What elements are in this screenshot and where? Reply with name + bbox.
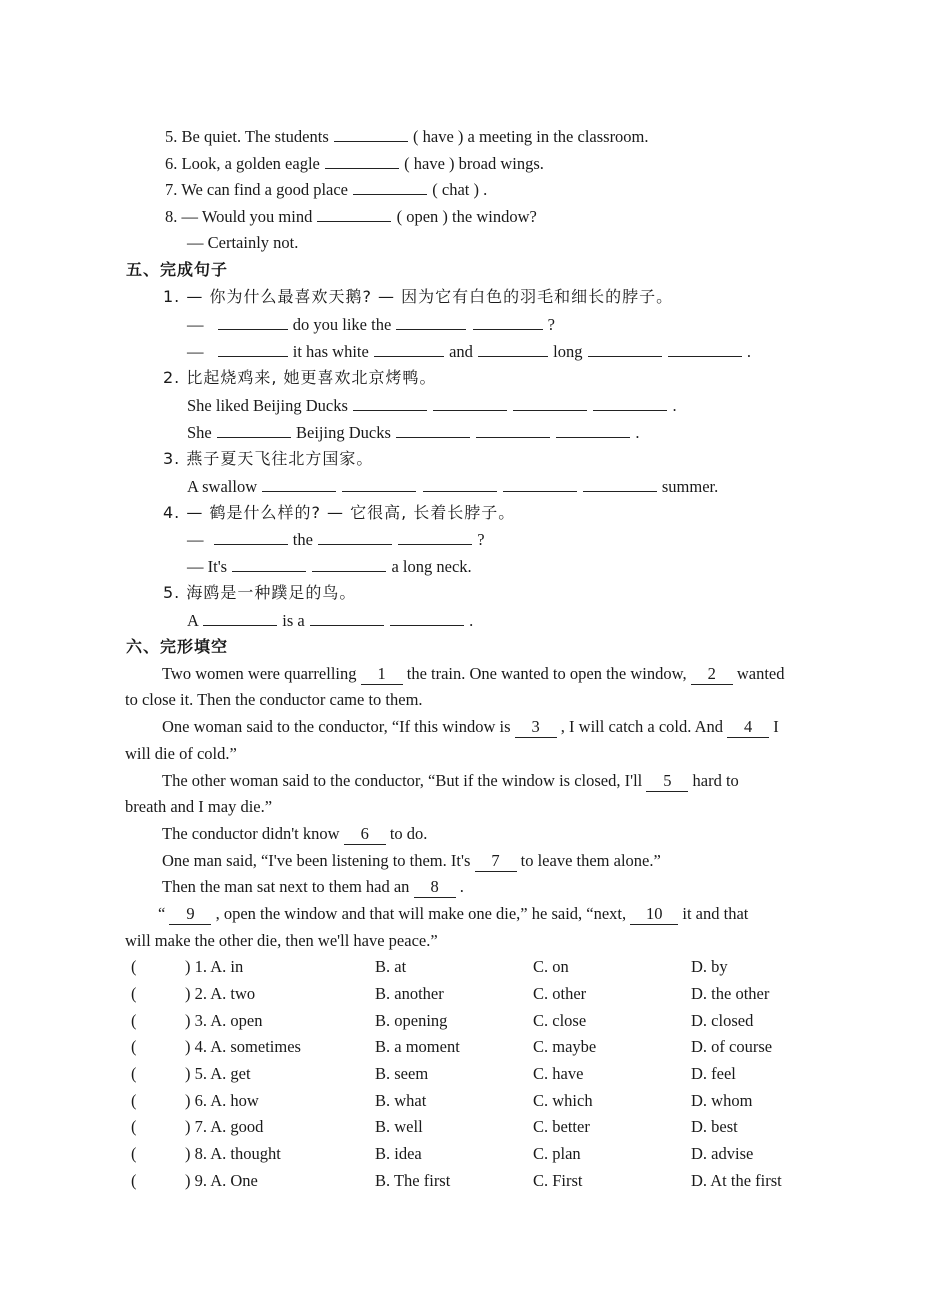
text: summer. xyxy=(661,477,719,496)
text: “ xyxy=(158,904,166,923)
cloze-line-6: breath and I may die.” xyxy=(125,797,273,816)
text: A swallow xyxy=(187,477,258,496)
dash: — xyxy=(187,530,204,549)
option-b: B. idea xyxy=(375,1144,422,1163)
cloze-line-3 xyxy=(162,717,779,738)
s2-chinese: 2. 比起烧鸡来, 她更喜欢北京烤鸭。 xyxy=(163,368,437,387)
text: . xyxy=(672,396,677,415)
text: the train. One wanted to open the window, xyxy=(406,664,687,683)
option-b: B. at xyxy=(375,957,407,976)
s2-line1 xyxy=(187,395,677,416)
text: , I will catch a cold. And xyxy=(560,717,723,736)
text: A xyxy=(187,611,199,630)
blank[interactable] xyxy=(396,422,470,438)
option-c: C. which xyxy=(533,1091,593,1110)
text: Two women were quarrelling xyxy=(162,664,357,683)
answer-paren[interactable]: ( xyxy=(131,1064,137,1083)
blank[interactable] xyxy=(203,610,277,626)
blank[interactable] xyxy=(476,422,550,438)
dash: — xyxy=(187,342,204,361)
s1-line1 xyxy=(187,314,555,335)
cloze-blank-7[interactable]: 7 xyxy=(475,851,517,872)
option-c: C. maybe xyxy=(533,1037,597,1056)
option-c: C. other xyxy=(533,984,587,1003)
blank[interactable] xyxy=(218,314,288,330)
s4-line1 xyxy=(187,529,485,550)
option-a: ) 6. A. how xyxy=(185,1091,259,1110)
answer-paren[interactable]: ( xyxy=(131,984,137,1003)
blank[interactable] xyxy=(668,341,742,357)
blank[interactable] xyxy=(503,476,577,492)
option-c: C. have xyxy=(533,1064,584,1083)
option-b: B. seem xyxy=(375,1064,429,1083)
answer-paren[interactable]: ( xyxy=(131,957,137,976)
text: to do. xyxy=(389,824,428,843)
text: do you like the xyxy=(292,315,392,334)
option-c: C. First xyxy=(533,1171,583,1190)
q7-blank[interactable] xyxy=(353,179,427,195)
option-d: D. whom xyxy=(691,1091,753,1110)
blank[interactable] xyxy=(342,476,416,492)
blank[interactable] xyxy=(473,314,543,330)
s1-line2 xyxy=(187,341,751,362)
option-d: D. the other xyxy=(691,984,770,1003)
cloze-blank-3[interactable]: 3 xyxy=(515,717,557,738)
blank[interactable] xyxy=(556,422,630,438)
blank[interactable] xyxy=(593,395,667,411)
option-b: B. well xyxy=(375,1117,423,1136)
text: She xyxy=(187,423,212,442)
option-d: D. At the first xyxy=(691,1171,782,1190)
option-a: ) 3. A. open xyxy=(185,1011,263,1030)
s5-chinese: 5. 海鸥是一种蹼足的鸟。 xyxy=(163,583,357,602)
blank[interactable] xyxy=(214,529,288,545)
text: One woman said to the conductor, “If this window is xyxy=(162,717,511,736)
text: — It's xyxy=(187,557,228,576)
option-d: D. feel xyxy=(691,1064,736,1083)
cloze-line-10 xyxy=(158,904,748,925)
text: Beijing Ducks xyxy=(296,423,391,442)
s1-chinese: 1. — 你为什么最喜欢天鹅? — 因为它有白色的羽毛和细长的脖子。 xyxy=(163,287,674,306)
answer-paren[interactable]: ( xyxy=(131,1091,137,1110)
option-b: B. what xyxy=(375,1091,427,1110)
text: wanted xyxy=(736,664,785,683)
option-c: C. close xyxy=(533,1011,587,1030)
option-b: B. The first xyxy=(375,1171,451,1190)
q8-answer: — Certainly not. xyxy=(187,233,299,252)
text: a long neck. xyxy=(391,557,472,576)
option-a: ) 9. A. One xyxy=(185,1171,258,1190)
text: long xyxy=(553,342,583,361)
text: . xyxy=(459,877,464,896)
blank[interactable] xyxy=(374,341,444,357)
text: I xyxy=(773,717,779,736)
cloze-line-7 xyxy=(162,824,427,845)
option-a: ) 7. A. good xyxy=(185,1117,264,1136)
blank[interactable] xyxy=(423,476,497,492)
q6-blank[interactable] xyxy=(325,153,399,169)
cloze-blank-10[interactable]: 10 xyxy=(630,904,678,925)
dash: — xyxy=(187,315,204,334)
text: it and that xyxy=(682,904,749,923)
q6-hint: ( have ) broad wings. xyxy=(404,154,544,173)
text: ? xyxy=(477,530,485,549)
blank[interactable] xyxy=(583,476,657,492)
text: She liked Beijing Ducks xyxy=(187,396,348,415)
answer-paren[interactable]: ( xyxy=(131,1037,137,1056)
option-c: C. plan xyxy=(533,1144,581,1163)
cloze-blank-1[interactable]: 1 xyxy=(361,664,403,685)
s2-line2 xyxy=(187,422,640,443)
answer-paren[interactable]: ( xyxy=(131,1011,137,1030)
cloze-blank-4[interactable]: 4 xyxy=(727,717,769,738)
blank[interactable] xyxy=(262,476,336,492)
text: and xyxy=(449,342,473,361)
blank[interactable] xyxy=(318,529,392,545)
text: . xyxy=(746,342,751,361)
text: One man said, “I've been listening to them. It's xyxy=(162,851,471,870)
text: , open the window and that will make one die,” he said, “next, xyxy=(215,904,627,923)
cloze-blank-2[interactable]: 2 xyxy=(691,664,733,685)
option-d: D. of course xyxy=(691,1037,773,1056)
option-b: B. opening xyxy=(375,1011,448,1030)
cloze-line-8 xyxy=(162,851,661,872)
q6-line xyxy=(165,153,544,174)
s4-line2 xyxy=(187,556,472,577)
blank[interactable] xyxy=(310,610,384,626)
q5-text: 5. Be quiet. The students xyxy=(165,127,329,146)
blank[interactable] xyxy=(478,341,548,357)
text: Then the man sat next to them had an xyxy=(162,877,410,896)
option-b: B. another xyxy=(375,984,444,1003)
blank[interactable] xyxy=(390,610,464,626)
cloze-line-11: will make the other die, then we'll have peace.” xyxy=(125,931,438,950)
section-heading-6: 六、完形填空 xyxy=(126,637,229,656)
s3-line1 xyxy=(187,476,718,497)
text: is a xyxy=(282,611,305,630)
blank[interactable] xyxy=(217,422,291,438)
s4-chinese: 4. — 鹤是什么样的? — 它很高, 长着长脖子。 xyxy=(163,503,516,522)
q8-text: 8. — Would you mind xyxy=(165,207,313,226)
q5-hint: ( have ) a meeting in the classroom. xyxy=(413,127,649,146)
q8-line xyxy=(165,206,537,227)
cloze-line-5 xyxy=(162,771,739,792)
s3-chinese: 3. 燕子夏天飞往北方国家。 xyxy=(163,449,374,468)
s5-line1 xyxy=(187,610,473,631)
option-d: D. closed xyxy=(691,1011,754,1030)
blank[interactable] xyxy=(588,341,662,357)
q8-blank[interactable] xyxy=(317,206,391,222)
cloze-line-9 xyxy=(162,877,464,898)
blank[interactable] xyxy=(396,314,466,330)
blank[interactable] xyxy=(353,395,427,411)
text: The other woman said to the conductor, “But if the window is closed, I'll xyxy=(162,771,643,790)
blank[interactable] xyxy=(218,341,288,357)
option-a: ) 5. A. get xyxy=(185,1064,251,1083)
blank[interactable] xyxy=(513,395,587,411)
text: ? xyxy=(547,315,555,334)
cloze-blank-9[interactable]: 9 xyxy=(169,904,211,925)
cloze-line-2: to close it. Then the conductor came to them. xyxy=(125,690,423,709)
text: hard to xyxy=(692,771,739,790)
q5-blank[interactable] xyxy=(334,126,408,142)
text: to leave them alone.” xyxy=(520,851,661,870)
cloze-line-4: will die of cold.” xyxy=(125,744,237,763)
answer-paren[interactable]: ( xyxy=(131,1171,137,1190)
option-d: D. best xyxy=(691,1117,738,1136)
cloze-blank-8[interactable]: 8 xyxy=(414,877,456,898)
option-d: D. advise xyxy=(691,1144,754,1163)
q6-text: 6. Look, a golden eagle xyxy=(165,154,320,173)
text: the xyxy=(292,530,313,549)
text: . xyxy=(635,423,640,442)
cloze-blank-5[interactable]: 5 xyxy=(646,771,688,792)
q7-line xyxy=(165,179,487,200)
blank[interactable] xyxy=(398,529,472,545)
answer-paren[interactable]: ( xyxy=(131,1117,137,1136)
q7-text: 7. We can find a good place xyxy=(165,180,349,199)
blank[interactable] xyxy=(433,395,507,411)
cloze-line-1 xyxy=(162,664,784,685)
q7-hint: ( chat ) . xyxy=(432,180,488,199)
section-heading-5: 五、完成句子 xyxy=(126,260,229,279)
option-a: ) 8. A. thought xyxy=(185,1144,281,1163)
option-a: ) 4. A. sometimes xyxy=(185,1037,301,1056)
option-a: ) 2. A. two xyxy=(185,984,256,1003)
q5-line xyxy=(165,126,649,147)
text: it has white xyxy=(292,342,369,361)
answer-paren[interactable]: ( xyxy=(131,1144,137,1163)
q8-hint: ( open ) the window? xyxy=(396,207,537,226)
cloze-blank-6[interactable]: 6 xyxy=(344,824,386,845)
option-d: D. by xyxy=(691,957,728,976)
option-c: C. on xyxy=(533,957,569,976)
text: . xyxy=(469,611,474,630)
option-b: B. a moment xyxy=(375,1037,460,1056)
option-a: ) 1. A. in xyxy=(185,957,244,976)
blank[interactable] xyxy=(232,556,306,572)
text: The conductor didn't know xyxy=(162,824,340,843)
blank[interactable] xyxy=(312,556,386,572)
option-c: C. better xyxy=(533,1117,590,1136)
